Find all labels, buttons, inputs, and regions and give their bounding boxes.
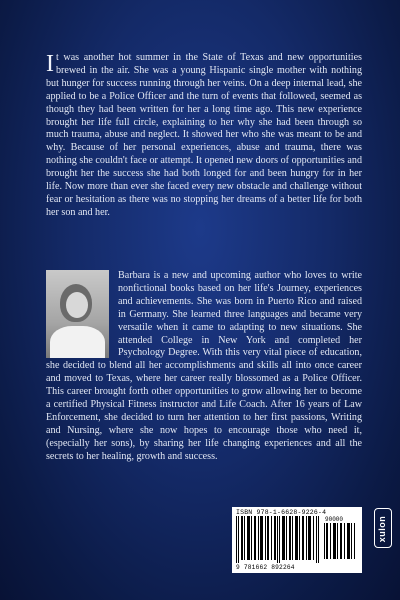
blurb-text: t was another hot summer in the State of Texas and new opportunities brewed in the air. She was a young Hispanic single mother with nothing but hunger for success running through her veins. On a deep internal lead, she applied to be a Police Officer and the turn of events that followed, seemed as though they had been written for her a long time ago. This new experience brought her life full circle, explaining to her why she had been through so much trauma, abuse and neglect. It showed her who she was meant to be and why. Because of her personal experiences, abuse and trauma, there was nothing she couldn't face or attempt. It opened new doors of opportunities and brought her the success she had both longed for and been hungry for in her life. Now more than ever she faced every new obstacle and challenge without fear or hesitation as there was no stopping her dreams of a better life for both her son and her. [46,52,362,218]
price-barcode-bars [324,523,356,559]
publisher-logo-text: xulon [377,515,387,543]
author-bio-section [46,270,362,464]
isbn-label: ISBN 978-1-6628-9226-4 [236,509,327,516]
author-bio-text: Barbara is a new and upcoming author who loves to write nonfictional books based on her life's Journey, experiences and achievements. She was born in Puerto Rico and raised in Germany. She learned three languages and became very versatile when it came to adapting to new situations. She attended College in New York and completed her Psychology Degree. With this very vital piece of education, she decided to blend all her accomplishments and skills all into once career and moved to Texas, where her career really blossomed as a Police Officer. This career brought forth other opportunities to grow allowing her to become a certified Physical Fitness instructor and Life Coach. After 16 years of Law Enforcement, she decided to turn her attention to her first passions, Writing and Nursing, where she now hopes to encourage those who need it, (especially her sons), by sharing her life changing experiences and all the secrets to her healing, growth and success. [46,270,362,462]
barcode-bars [236,516,322,563]
publisher-logo [372,506,392,552]
isbn-barcode [232,507,362,573]
book-blurb [46,52,362,220]
barcode-number: 9 781662 892264 [236,564,295,571]
author-photo [46,270,109,358]
blurb-dropcap: I [46,51,54,77]
price-code: 90000 [325,516,344,523]
